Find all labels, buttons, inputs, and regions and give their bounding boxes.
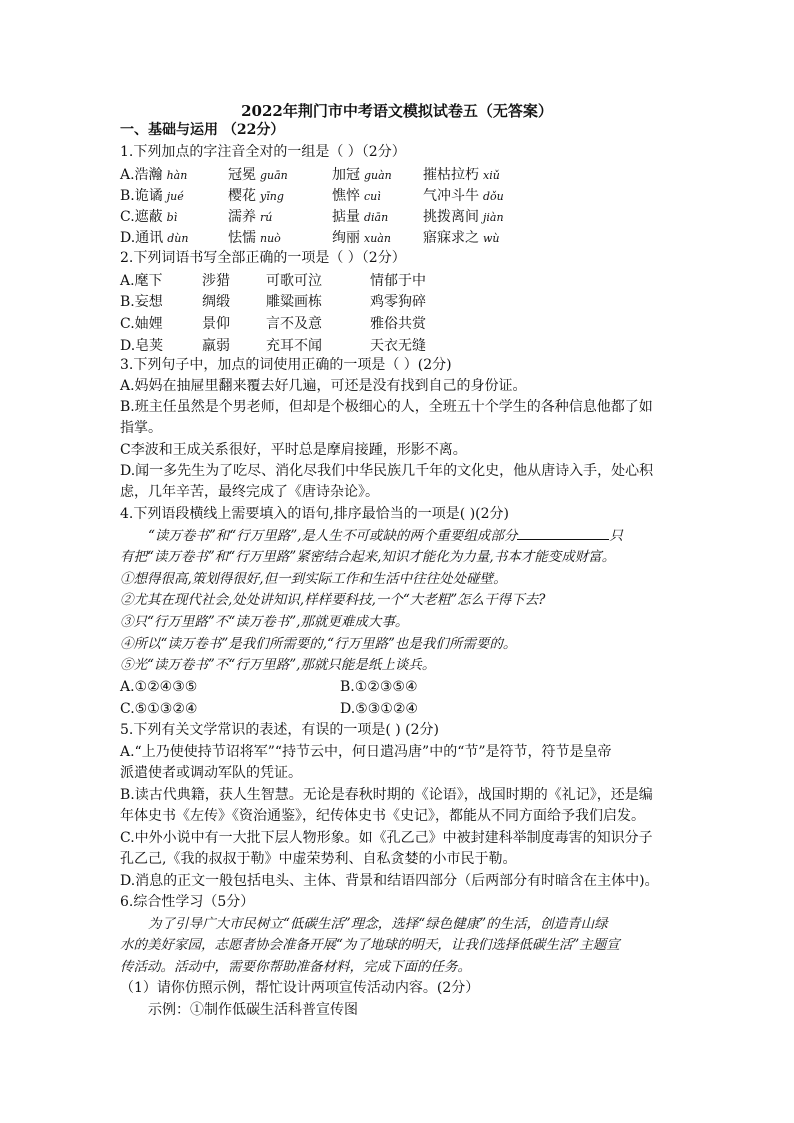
q5-option-a-line1: A.“上乃使使持节诏将军”“持节云中，何日遣冯唐”中的“节”是符节，符节是皇帝 [120, 744, 612, 760]
q1-option-item [120, 206, 177, 226]
q1-option-item [228, 164, 288, 184]
option-text: 寤寐求之 [423, 230, 479, 246]
q5-option-b-line1: B.读古代典籍，获人生智慧。无论是春秋时期的《论语》，战国时期的《礼记》，还是编 [120, 787, 653, 803]
q6-stem: 6.综合性学习（5分） [120, 894, 255, 910]
q1-option-item [332, 227, 391, 247]
pinyin-annotation: jué [166, 190, 184, 203]
option-text: A.浩瀚 [120, 167, 163, 183]
pinyin-annotation: guān [260, 169, 288, 182]
q5-option-b-line2: 年体史书《左传》《资治通鉴》，纪传体史书《史记》，都能从不同方面给予我们启发。 [120, 808, 645, 824]
q6-paragraph-line3: 传活动。活动中，需要你帮助准备材料，完成下面的任务。 [120, 959, 471, 975]
q1-option-item [423, 164, 500, 184]
q1-option-item [120, 185, 184, 205]
q4-sentence-5: ⑤光“读万卷书”不“行万里路”,那就只能是纸上谈兵。 [120, 657, 436, 673]
q6-paragraph-line2: 水的美好家园，志愿者协会准备开展“为了地球的明天，让我们选择低碳生活”主题宣 [120, 937, 620, 953]
pinyin-annotation: hàn [166, 169, 188, 182]
q2-option-item: 言不及意 [266, 316, 322, 332]
q1-option-item [332, 185, 381, 205]
q4-option-c: C.⑤①③②④ [120, 701, 198, 717]
option-text: 憔悴 [332, 188, 360, 204]
q2-option-item: 可歌可泣 [266, 273, 322, 289]
option-text: 冠冕 [228, 167, 256, 183]
page-title: 2022年荆门市中考语文模拟试卷五（无答案） [241, 102, 553, 120]
q3-option-d-line1: D.闻一多先生为了吃尽、消化尽我们中华民族几千年的文化史，他从唐诗入手，处心积 [120, 463, 654, 479]
q5-option-c-line1: C.中外小说中有一大批下层人物形象。如《孔乙己》中被封建科举制度毒害的知识分子 [120, 830, 653, 846]
option-text: 气冲斗牛 [423, 188, 479, 204]
pinyin-annotation: dùn [167, 232, 189, 245]
pinyin-annotation: diān [364, 211, 389, 224]
q2-option-item: 绸缎 [202, 294, 230, 310]
q1-option-item [228, 206, 272, 226]
q3-option-d-line2: 虑，几年辛苦，最终完成了《唐诗杂论》。 [120, 484, 379, 500]
option-text: 绚丽 [332, 230, 360, 246]
q2-stem: 2.下列词语书写全部正确的一项是（ ）（2分） [120, 250, 406, 266]
q4-passage-line2: 有把“读万卷书”和“行万里路”紧密结合起来,知识才能化为力量,书本才能变成财富。 [120, 549, 616, 565]
pinyin-annotation: wù [483, 232, 500, 245]
q4-sentence-4: ④所以“读万卷书”是我们所需要的,“行万里路”也是我们所需要的。 [120, 636, 517, 652]
q2-option-item: C.妯娌 [120, 316, 163, 332]
q5-option-c-line2: 孔乙己,《我的叔叔于勒》中虚荣势利、自私贪婪的小市民于勒。 [120, 851, 517, 867]
q4-sentence-2: ②尤其在现代社会,处处讲知识,样样要科技,一个“大老粗”怎么干得下去? [120, 592, 546, 608]
q1-option-item [228, 185, 284, 205]
pinyin-annotation: nuò [260, 232, 281, 245]
q4-passage-line1 [148, 527, 623, 545]
q1-option-item [423, 206, 504, 226]
q4-sentence-1: ①想得很高,策划得很好,但一到实际工作和生活中往往处处碰壁。 [120, 571, 507, 587]
option-text: C.遮蔽 [120, 209, 163, 225]
q5-option-d: D.消息的正文一般包括电头、主体、背景和结语四部分（后两部分有时暗含在主体中)。 [120, 873, 659, 889]
q3-option-b-line2: 指掌。 [120, 420, 162, 436]
q1-option-item [228, 227, 281, 247]
option-text: 摧枯拉朽 [423, 167, 479, 183]
option-text: 掂量 [332, 209, 360, 225]
q5-stem: 5.下列有关文学常识的表述，有误的一项是( ) (2分) [120, 722, 440, 738]
option-text: D.通讯 [120, 230, 164, 246]
q3-option-b-line1: B.班主任虽然是个男老师，但却是个极细心的人，全班五十个学生的各种信息他都了如 [120, 399, 653, 415]
q2-option-item: D.皂荚 [120, 338, 164, 354]
pinyin-annotation: jiàn [483, 211, 504, 224]
option-text: 加冠 [332, 167, 360, 183]
q1-stem: 1.下列加点的字注音全对的一组是（ ）（2分） [120, 144, 406, 160]
q4-sentence-3: ③只“行万里路”不“读万卷书”,那就更难成大事。 [120, 614, 409, 630]
pinyin-annotation: rú [260, 211, 273, 224]
q4-passage-tail: 只 [609, 528, 623, 544]
q1-option-item [332, 164, 392, 184]
q1-option-item [423, 185, 504, 205]
section-heading: 一、基础与运用 （22分） [120, 122, 285, 138]
q4-passage-text: “读万卷书”和“行万里路”,是人生不可或缺的两个重要组成部分 [148, 528, 518, 544]
q4-option-a: A.①②④③⑤ [120, 679, 198, 695]
q4-option-d: D.⑤③①②④ [340, 701, 418, 717]
q1-option-item [423, 227, 500, 247]
q1-option-item [332, 206, 388, 226]
q5-option-a-line2: 派遣使者或调动军队的凭证。 [120, 765, 302, 781]
q1-option-item [120, 227, 188, 247]
option-text: 挑拨离间 [423, 209, 479, 225]
q6-subquestion-1: （1）请你仿照示例，帮忙设计两项宣传活动内容。(2分） [120, 980, 480, 996]
q2-option-item: 鸡零狗碎 [370, 294, 426, 310]
pinyin-annotation: cuì [364, 190, 381, 203]
q3-option-c: C李波和王成关系很好，平时总是摩肩接踵，形影不离。 [120, 442, 467, 458]
q3-stem: 3.下列句子中，加点的词使用正确的一项是（ ）(2分) [120, 357, 452, 373]
q2-option-item: B.妄想 [120, 294, 163, 310]
option-text: 濡养 [228, 209, 256, 225]
q2-option-item: 雕粱画栋 [266, 294, 322, 310]
q6-example: 示例：①制作低碳生活科普宣传图 [148, 1002, 358, 1018]
pinyin-annotation: xiǔ [483, 169, 500, 182]
q1-option-item [120, 164, 187, 184]
pinyin-annotation: xuàn [364, 232, 391, 245]
q2-option-item: 天衣无缝 [370, 338, 426, 354]
q2-option-item: 景仰 [202, 316, 230, 332]
pinyin-annotation: bì [166, 211, 178, 224]
q4-option-b: B.①②③⑤④ [340, 679, 418, 695]
option-text: 怯懦 [228, 230, 256, 246]
option-text: 樱花 [228, 188, 256, 204]
answer-blank[interactable] [517, 527, 609, 540]
q2-option-item: 情郁于中 [370, 273, 426, 289]
q2-option-item: 羸弱 [202, 338, 230, 354]
q3-option-a: A.妈妈在抽屉里翻来覆去好几遍，可还是没有找到自己的身份证。 [120, 378, 527, 394]
q2-option-item: 涉猎 [202, 273, 230, 289]
pinyin-annotation: dǒu [483, 190, 504, 203]
pinyin-annotation: yīng [260, 190, 284, 203]
q2-option-item: 充耳不闻 [266, 338, 322, 354]
q2-option-item: A.麾下 [120, 273, 163, 289]
option-text: B.诡谲 [120, 188, 163, 204]
q6-paragraph-line1: 为了引导广大市民树立“低碳生活”理念，选择“绿色健康”的生活，创造青山绿 [148, 916, 608, 932]
q2-option-item: 雅俗共赏 [370, 316, 426, 332]
pinyin-annotation: guàn [364, 169, 392, 182]
q4-stem: 4.下列语段横线上需要填入的语句,排序最恰当的一项是( )(2分) [120, 506, 510, 522]
